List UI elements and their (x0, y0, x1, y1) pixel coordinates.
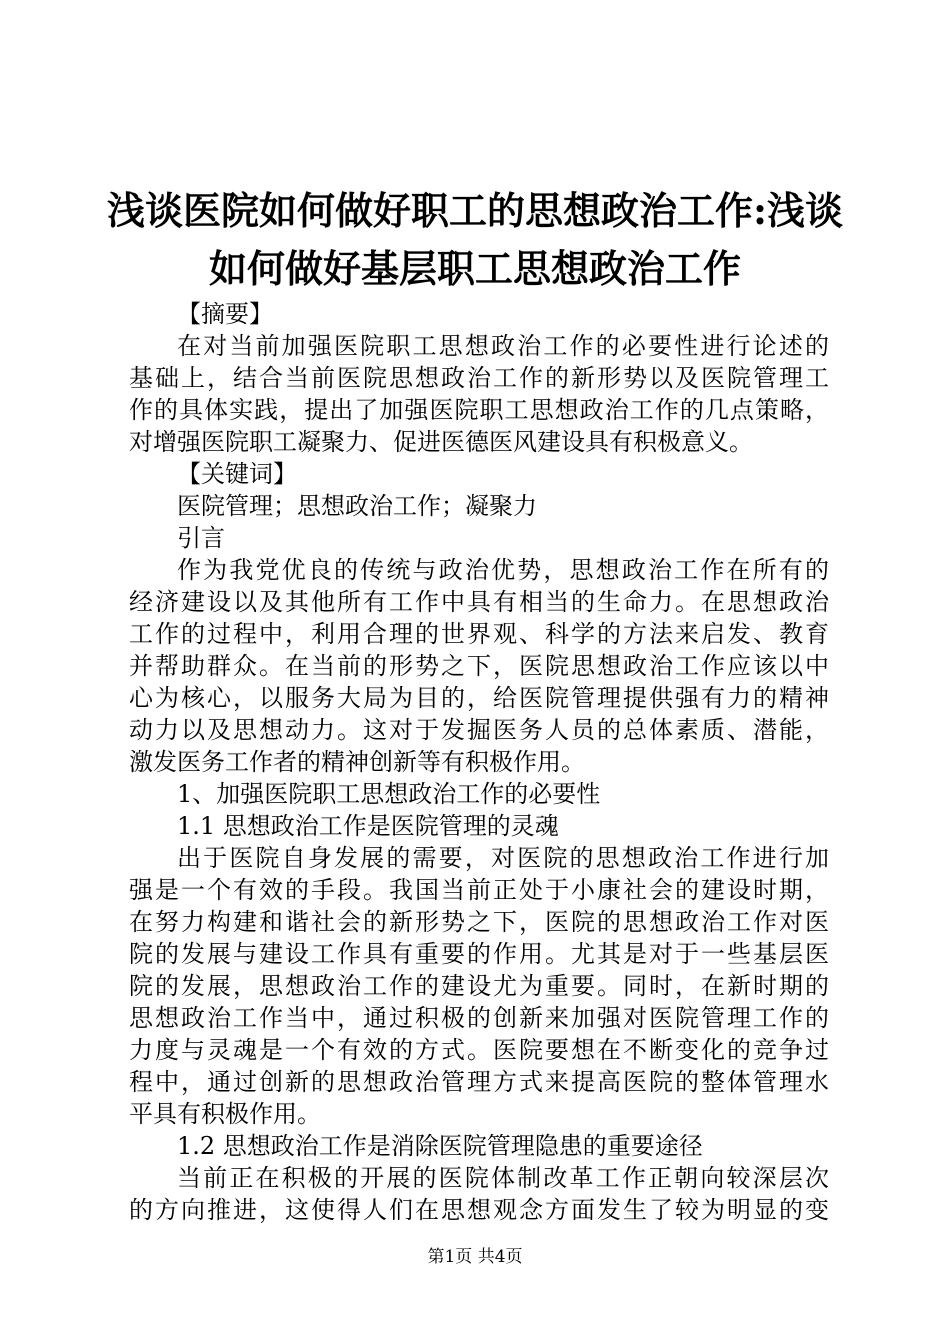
keywords-text: 医院管理；思想政治工作；凝聚力 (177, 492, 537, 520)
paragraph-line: 院的发展，思想政治工作的建设尤为重要。同时，在新时期的 (129, 972, 829, 1000)
paragraph-line: 作为我党优良的传统与政治优势，思想政治工作在所有的 (177, 556, 829, 584)
paragraph-line: 出于医院自身发展的需要，对医院的思想政治工作进行加 (177, 844, 829, 872)
paragraph-line: 院的发展与建设工作具有重要的作用。尤其是对于一些基层医 (129, 940, 829, 968)
paragraph-line: 的方向推进，这使得人们在思想观念方面发生了较为明显的变 (129, 1196, 829, 1224)
paragraph-line: 基础上，结合当前医院思想政治工作的新形势以及医院管理工 (129, 364, 829, 392)
document-body (129, 298, 829, 1226)
paragraph-line: 平具有积极作用。 (129, 1100, 321, 1128)
paragraph-line: 在努力构建和谐社会的新形势之下，医院的思想政治工作对医 (129, 908, 829, 936)
paragraph-line: 激发医务工作者的精神创新等有积极作用。 (129, 748, 585, 776)
subsection-heading: 1.1 思想政治工作是医院管理的灵魂 (177, 812, 559, 840)
paragraph-line: 在对当前加强医院职工思想政治工作的必要性进行论述的 (177, 332, 829, 360)
keywords-heading: 【关键词】 (177, 460, 297, 488)
document-title-line-1: 浅谈医院如何做好职工的思想政治工作:浅谈 (106, 188, 844, 233)
paragraph-line: 当前正在积极的开展的医院体制改革工作正朝向较深层次 (177, 1164, 829, 1192)
paragraph-line: 并帮助群众。在当前的形势之下，医院思想政治工作应该以中 (129, 652, 829, 680)
paragraph-line: 思想政治工作当中，通过积极的创新来加强对医院管理工作的 (129, 1004, 829, 1032)
abstract-heading: 【摘要】 (177, 300, 273, 328)
paragraph-line: 对增强医院职工凝聚力、促进医德医风建设具有积极意义。 (129, 428, 753, 456)
paragraph-line: 作的具体实践，提出了加强医院职工思想政治工作的几点策略， (129, 396, 829, 424)
paragraph-line: 程中，通过创新的思想政治管理方式来提高医院的整体管理水 (129, 1068, 829, 1096)
section-heading: 1、加强医院职工思想政治工作的必要性 (177, 780, 601, 808)
paragraph-line: 心为核心，以服务大局为目的，给医院管理提供强有力的精神 (129, 684, 829, 712)
subsection-heading: 1.2 思想政治工作是消除医院管理隐患的重要途径 (177, 1132, 703, 1160)
page-footer: 第1页 共4页 (427, 1247, 523, 1267)
paragraph-line: 工作的过程中，利用合理的世界观、科学的方法来启发、教育 (129, 620, 829, 648)
paragraph-line: 动力以及思想动力。这对于发掘医务人员的总体素质、潜能， (129, 716, 829, 744)
paragraph-line: 经济建设以及其他所有工作中具有相当的生命力。在思想政治 (129, 588, 829, 616)
document-title-line-2: 如何做好基层职工思想政治工作 (208, 246, 741, 291)
paragraph-line: 强是一个有效的手段。我国当前正处于小康社会的建设时期， (129, 876, 829, 904)
section-heading: 引言 (177, 524, 225, 552)
paragraph-line: 力度与灵魂是一个有效的方式。医院要想在不断变化的竞争过 (129, 1036, 829, 1064)
